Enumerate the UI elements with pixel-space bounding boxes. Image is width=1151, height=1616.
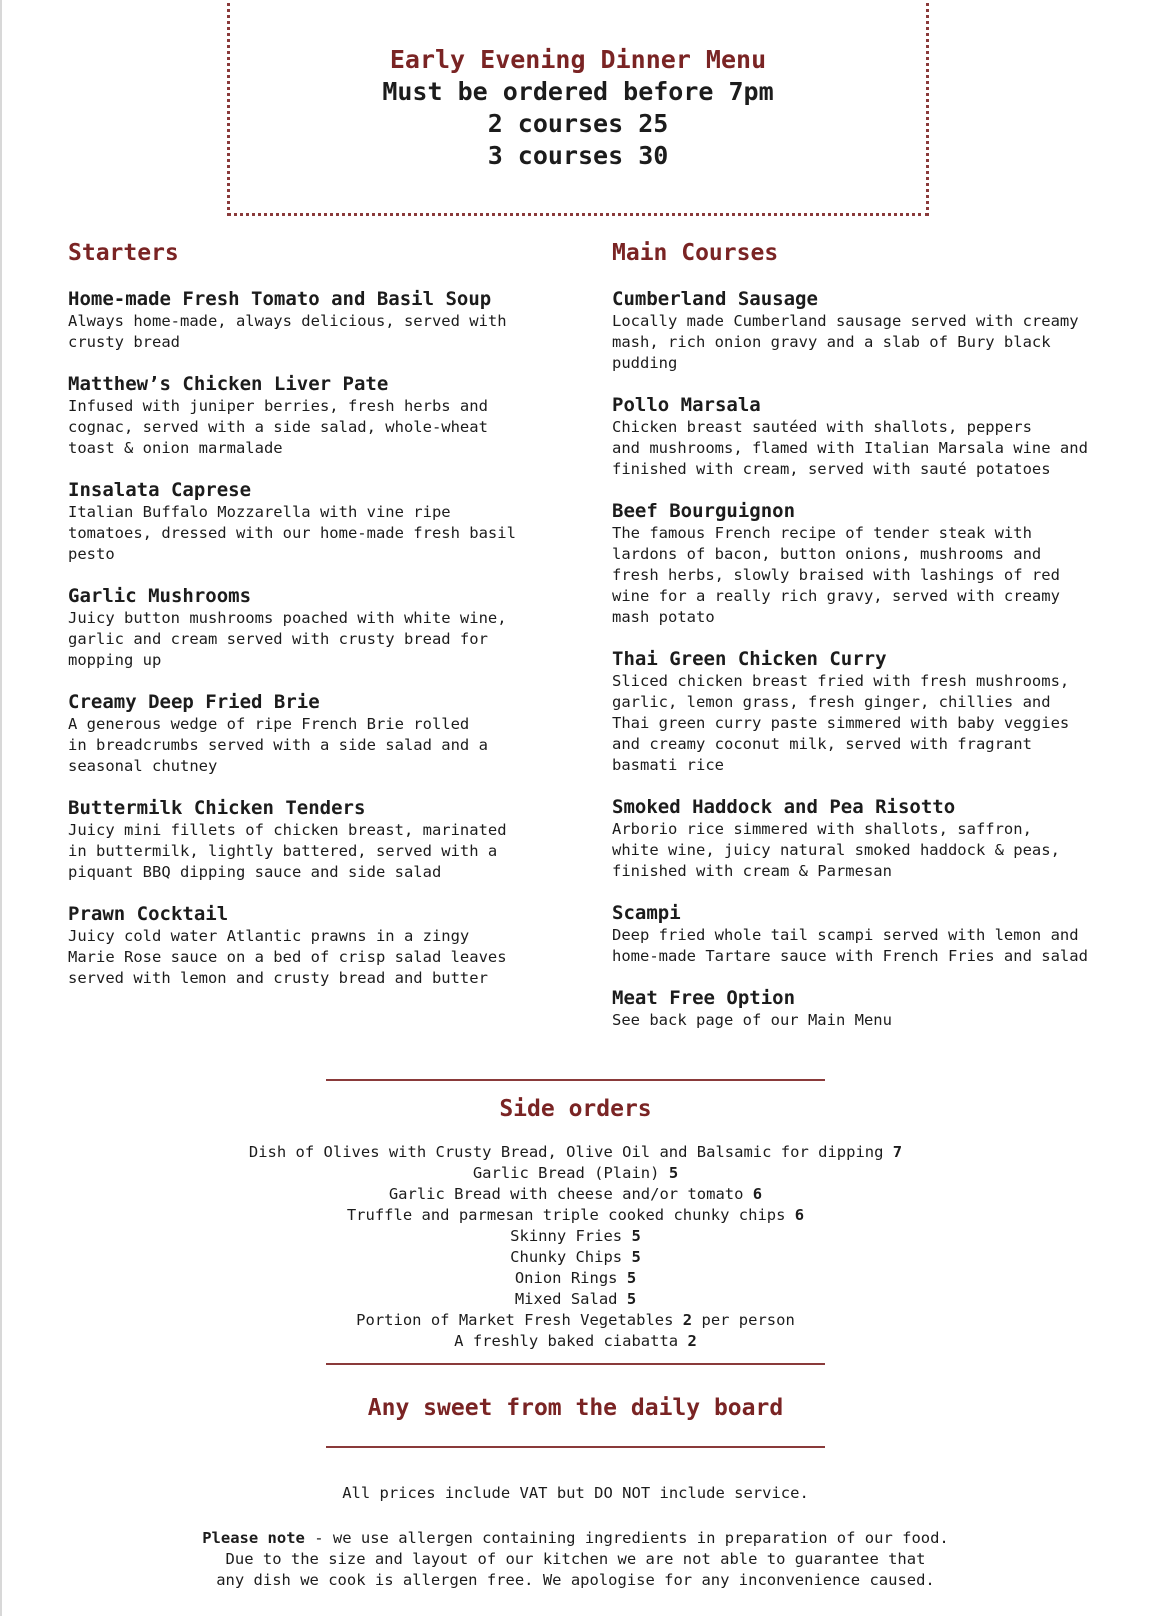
main-course-item-name: Meat Free Option (612, 987, 796, 1009)
mains-column (612, 238, 1132, 1050)
starter-item-description: toast & onion marmalade (68, 439, 283, 457)
starter-item-description: Always home-made, always delicious, served with (68, 312, 507, 330)
main-course-item-description: and creamy coconut milk, served with fragrant (612, 735, 1032, 753)
starter-item-description: tomatoes, dressed with our home-made fresh basil (68, 524, 516, 542)
side-order-item (0, 1247, 1151, 1268)
main-course-item (612, 986, 1132, 1031)
main-course-item-name: Thai Green Chicken Curry (612, 648, 887, 670)
main-course-item-description: fresh herbs, slowly braised with lashings of red (612, 566, 1060, 584)
main-course-item-description: finished with cream & Parmesan (612, 862, 892, 880)
side-order-price: 2 (682, 1311, 693, 1329)
please-note-label: Please note (202, 1529, 305, 1547)
divider-rule (326, 1363, 825, 1365)
side-order-name: Chunky Chips (510, 1248, 623, 1266)
side-order-item (0, 1331, 1151, 1352)
side-order-item (0, 1310, 1151, 1331)
three-course-price: 3 courses 30 (487, 141, 669, 170)
main-course-item-description: home-made Tartare sauce with French Fries and salad (612, 947, 1088, 965)
mains-heading: Main Courses (612, 240, 779, 266)
main-course-item-description: Deep fried whole tail scampi served with lemon and (612, 926, 1079, 944)
main-course-item-description: The famous French recipe of tender steak with (612, 524, 1032, 542)
two-course-price: 2 courses 25 (487, 109, 669, 138)
starter-item (68, 796, 568, 883)
main-course-item-description: white wine, juicy natural smoked haddock & peas, (612, 841, 1060, 859)
allergen-text-1: - we use allergen containing ingredients in preparation of our food. (304, 1529, 949, 1547)
starters-column (68, 238, 568, 1008)
starter-item (68, 287, 568, 353)
main-course-item-name: Beef Bourguignon (612, 500, 796, 522)
starter-item-description: crusty bread (68, 333, 180, 351)
starter-item (68, 584, 568, 671)
main-course-item-description: Chicken breast sautéed with shallots, peppers (612, 418, 1032, 436)
order-time-note: Must be ordered before 7pm (382, 77, 774, 106)
side-order-item (0, 1163, 1151, 1184)
starter-item-name: Insalata Caprese (68, 479, 252, 501)
starter-item (68, 690, 568, 777)
starter-item-description: in breadcrumbs served with a side salad and a (68, 736, 488, 754)
side-order-price-suffix: per person (701, 1311, 795, 1329)
side-order-price: 2 (687, 1332, 697, 1350)
mains-list (612, 287, 1132, 1031)
side-order-name: Garlic Bread with cheese and/or tomato (388, 1185, 744, 1203)
page-edge (0, 0, 2, 1616)
starter-item-description: seasonal chutney (68, 757, 218, 775)
starter-item-description: Juicy cold water Atlantic prawns in a zingy (68, 927, 470, 945)
starter-item-description: garlic and cream served with crusty bread for (68, 630, 488, 648)
starter-item-description: Juicy button mushrooms poached with white wine, (68, 609, 507, 627)
starter-item-name: Matthew’s Chicken Liver Pate (68, 373, 389, 395)
main-course-item-description: basmati rice (612, 756, 724, 774)
starter-item-description: A generous wedge of ripe French Brie rolled (68, 715, 470, 733)
main-course-item-name: Scampi (612, 902, 681, 924)
main-course-item (612, 647, 1132, 776)
starter-item-description: cognac, served with a side salad, whole-wheat (68, 418, 488, 436)
side-order-name: Truffle and parmesan triple cooked chunky chips (346, 1206, 786, 1224)
side-order-name: Onion Rings (514, 1269, 618, 1287)
side-order-name: A freshly baked ciabatta (454, 1332, 679, 1350)
starter-item-name: Home-made Fresh Tomato and Basil Soup (68, 288, 492, 310)
main-course-item-description: mash potato (612, 608, 715, 626)
menu-title: Early Evening Dinner Menu (389, 45, 767, 74)
side-order-name: Garlic Bread (Plain) (472, 1164, 660, 1182)
side-order-price: 5 (631, 1227, 641, 1245)
side-order-price: 6 (794, 1206, 805, 1224)
starters-heading: Starters (68, 240, 179, 266)
starter-item (68, 478, 568, 565)
side-order-item (0, 1268, 1151, 1289)
starter-item (68, 902, 568, 989)
starter-item-description: Marie Rose sauce on a bed of crisp salad leaves (68, 948, 507, 966)
side-order-price: 5 (626, 1290, 637, 1308)
side-order-price: 7 (892, 1143, 903, 1161)
starter-item-name: Prawn Cocktail (68, 903, 229, 925)
main-course-item (612, 901, 1132, 967)
side-order-price: 5 (668, 1164, 679, 1182)
allergen-line-3: any dish we cook is allergen free. We apologise for any inconvenience caused. (216, 1571, 935, 1589)
main-course-item-name: Cumberland Sausage (612, 288, 818, 310)
starter-item-description: served with lemon and crusty bread and butter (68, 969, 488, 987)
main-course-item-description: and mushrooms, flamed with Italian Marsala wine and (612, 439, 1088, 457)
starters-list (68, 287, 568, 989)
side-order-item (0, 1226, 1151, 1247)
main-course-item-description: pudding (612, 354, 678, 372)
main-course-item-description: lardons of bacon, button onions, mushrooms and (612, 545, 1042, 563)
side-order-price: 5 (631, 1248, 641, 1266)
allergen-line-1 (0, 1528, 1151, 1549)
starter-item-name: Garlic Mushrooms (68, 585, 252, 607)
main-course-item-name: Pollo Marsala (612, 394, 761, 416)
side-order-name: Skinny Fries (510, 1227, 623, 1245)
side-order-item (0, 1142, 1151, 1163)
starter-item-description: mopping up (68, 651, 162, 669)
side-order-name: Mixed Salad (514, 1290, 618, 1308)
starter-item-name: Buttermilk Chicken Tenders (68, 797, 366, 819)
main-course-item-description: Locally made Cumberland sausage served with creamy (612, 312, 1079, 330)
vat-note: All prices include VAT but DO NOT include service. (342, 1484, 809, 1502)
main-course-item-description: Sliced chicken breast fried with fresh mushrooms, (612, 672, 1070, 690)
starter-item-description: pesto (68, 545, 115, 563)
dessert-heading: Any sweet from the daily board (367, 1395, 784, 1421)
main-course-item-description: mash, rich onion gravy and a slab of Bury black (612, 333, 1051, 351)
main-course-item-description: See back page of our Main Menu (612, 1011, 892, 1029)
side-orders-heading: Side orders (499, 1096, 652, 1122)
divider-rule (326, 1079, 825, 1081)
main-course-item (612, 499, 1132, 628)
starter-item-name: Creamy Deep Fried Brie (68, 691, 320, 713)
side-order-price: 6 (752, 1185, 763, 1203)
starter-item-description: piquant BBQ dipping sauce and side salad (68, 863, 442, 881)
allergen-line-2: Due to the size and layout of our kitchen we are not able to guarantee that (225, 1550, 926, 1568)
main-course-item (612, 287, 1132, 374)
main-course-item (612, 393, 1132, 480)
main-course-item (612, 795, 1132, 882)
allergen-note (0, 1528, 1151, 1591)
starter-item (68, 372, 568, 459)
side-order-item (0, 1205, 1151, 1226)
main-course-item-description: Arborio rice simmered with shallots, saffron, (612, 820, 1032, 838)
starter-item-description: Italian Buffalo Mozzarella with vine ripe (68, 503, 451, 521)
main-course-item-description: wine for a really rich gravy, served with creamy (612, 587, 1060, 605)
divider-rule (326, 1446, 825, 1448)
main-course-item-description: garlic, lemon grass, fresh ginger, chillies and (612, 693, 1051, 711)
menu-header-box (227, 0, 929, 216)
side-order-price: 5 (626, 1269, 637, 1287)
side-order-item (0, 1184, 1151, 1205)
main-course-item-description: finished with cream, served with sauté potatoes (612, 460, 1051, 478)
starter-item-description: Juicy mini fillets of chicken breast, marinated (68, 821, 507, 839)
main-course-item-name: Smoked Haddock and Pea Risotto (612, 796, 956, 818)
starter-item-description: in buttermilk, lightly battered, served with a (68, 842, 498, 860)
side-order-name: Portion of Market Fresh Vegetables (356, 1311, 674, 1329)
starter-item-description: Infused with juniper berries, fresh herbs and (68, 397, 488, 415)
side-orders-list (0, 1142, 1151, 1352)
main-course-item-description: Thai green curry paste simmered with baby veggies (612, 714, 1070, 732)
side-order-name: Dish of Olives with Crusty Bread, Olive Oil and Balsamic for dipping (248, 1143, 884, 1161)
side-order-item (0, 1289, 1151, 1310)
